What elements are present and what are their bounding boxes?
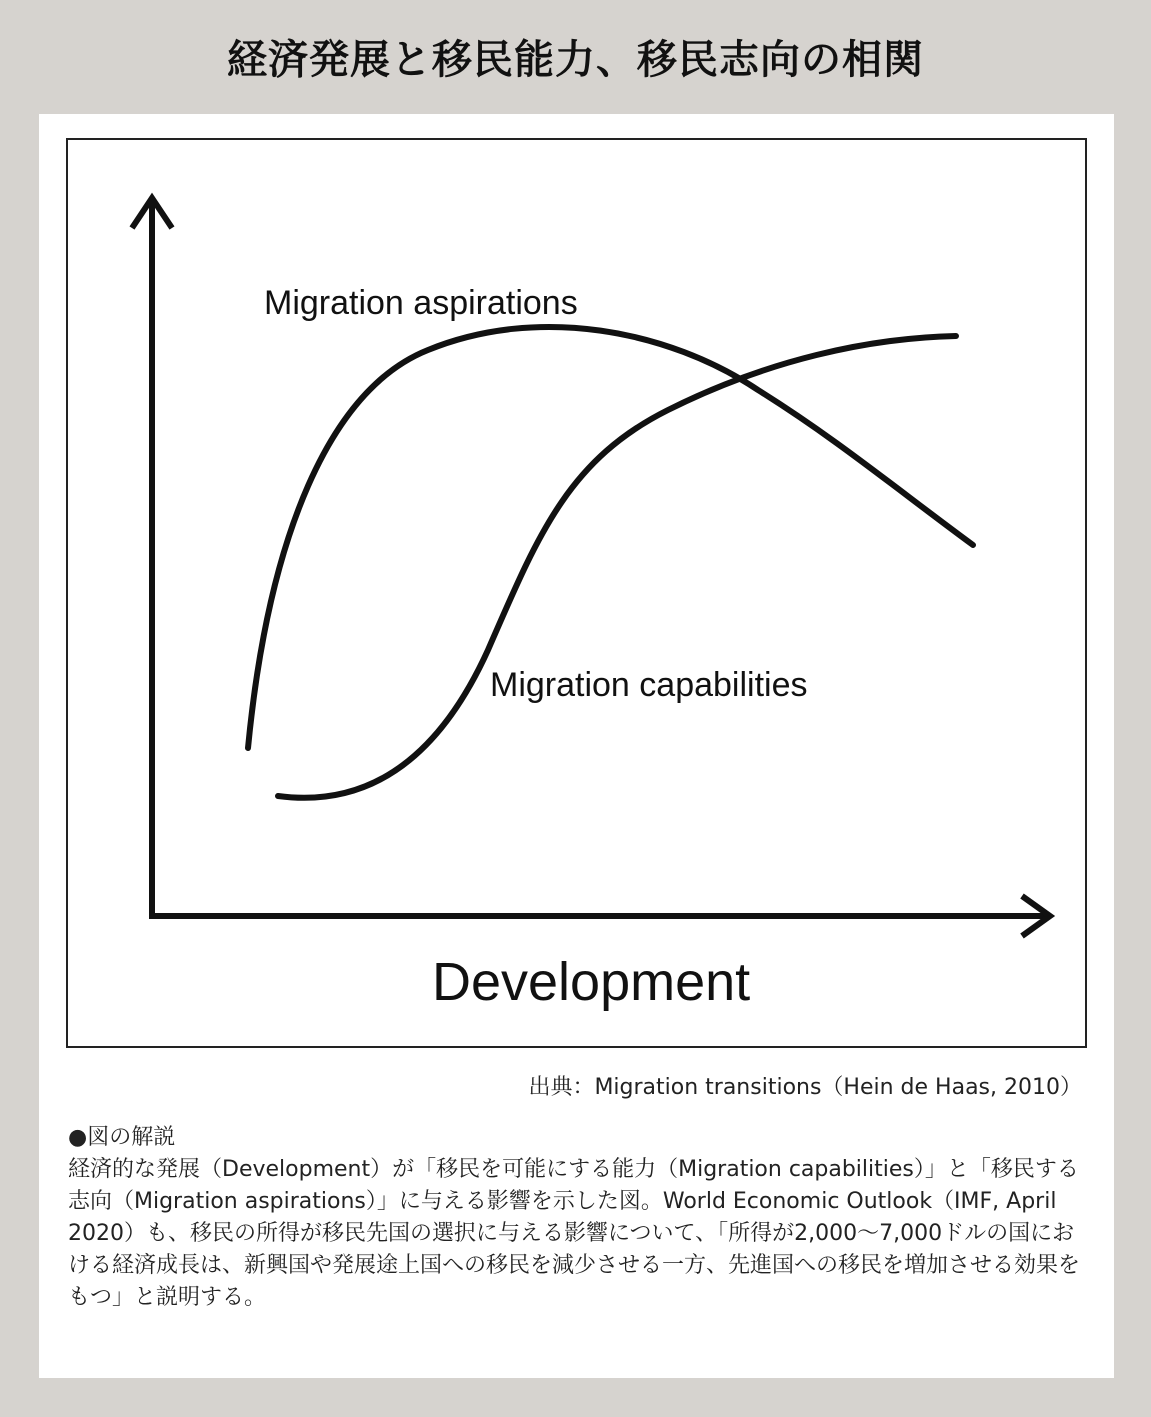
explanation-heading: ●図の解説 (68, 1125, 176, 1150)
explanation (68, 1122, 1088, 1314)
explanation-body: 経済的な発展（Development）が「移民を可能にする能力（Migration capabilities）」と「移民する志向（Migration aspirations）」に与える影響を示した図。World Economic Outlook（IMF, April 2020）も、移民の所得が移民先国の選択に与える影響について、「所得が2,000〜7,000ドルの国における経済成長は、新興国や発展途上国への移民を減少させる一方、先進国への移民を増加させる効果をもつ」と説明する。 (68, 1157, 1081, 1310)
page-title: 経済発展と移民能力、移民志向の相関 (227, 37, 924, 83)
aspirations-label: Migration aspirations (264, 284, 578, 322)
x-axis-label: Development (432, 952, 751, 1012)
content-card (39, 114, 1114, 1378)
capabilities-label: Migration capabilities (490, 666, 808, 704)
development-migration-diagram (68, 140, 1085, 1046)
diagram-frame (66, 138, 1087, 1048)
capabilities-curve (278, 336, 956, 798)
source-citation: 出典：Migration transitions（Hein de Haas, 2010） (528, 1075, 1082, 1100)
